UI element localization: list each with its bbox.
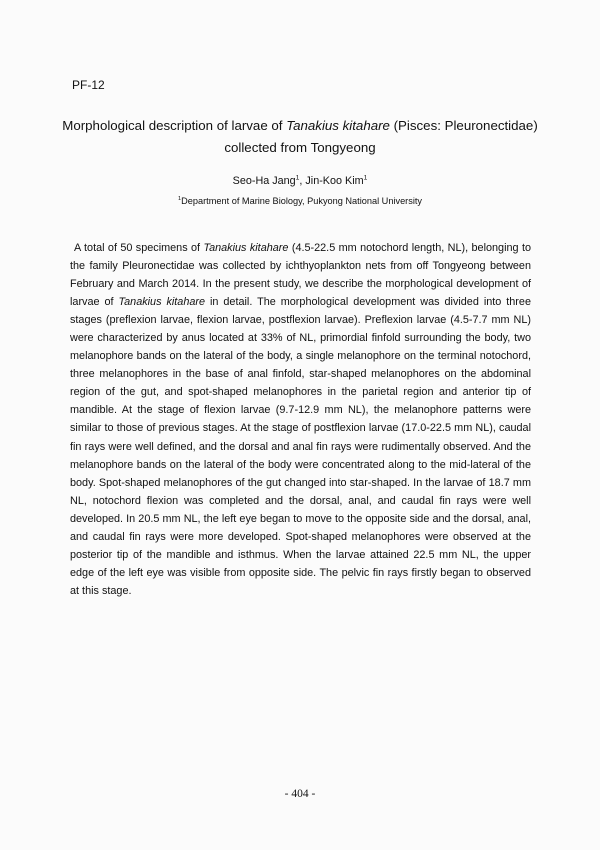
session-code: PF-12 (72, 78, 105, 92)
title-text-end: (Pisces: Pleuronectidae) (389, 118, 538, 133)
species-name: Tanakius kitahare (118, 296, 206, 309)
abstract-text: in detail. The morphological development was divided into three stages (preflexion larvae, flexion larvae, postflexion larvae). Preflexion larvae (4.5-7.7 mm NL) were characterized by anus located at 33% of NL, primordial finfold surrounding the body, two melanophore bands on the lateral of the body, a single melanophore on the terminal notochord, three melanophores in the base of anal finfold, star-shaped melanophores on the abdominal region of the gut, and spot-shaped melanophores in the parietal region and anterior tip of mandible. At the stage of flexion larvae (9.7-12.9 mm NL), the melanophore patterns were similar to those of previous stages. At the stage of postflexion larvae (17.0-22.5 mm NL), caudal fin rays were well defined, and the dorsal and anal fin rays were rudimentally observed. And the melanophore bands on the lateral of the body were concentrated along to the mid-lateral of the body. Spot-shaped melanophores of the gut changed into star-shaped. In the larvae of 18.7 mm NL, notochord flexion was completed and the dorsal, anal, and caudal fin rays were well developed. In 20.5 mm NL, the left eye began to move to the opposite side and the dorsal, anal, and caudal fin rays were more developed. Spot-shaped melanophores were observed at the posterior tip of the mandible and isthmus. When the larvae attained 22.5 mm NL, the upper edge of the left eye was visible from opposite side. The pelvic fin rays firstly began to observed at this stage. (70, 296, 531, 597)
title-line2: collected from Tongyeong (224, 140, 376, 155)
abstract-body (70, 239, 531, 600)
affil-text: Department of Marine Biology, Pukyong National University (181, 196, 423, 206)
paper-title (40, 115, 560, 159)
species-name: Tanakius kitahare (203, 242, 289, 254)
author-affil-mark: 1 (295, 174, 300, 182)
author-separator: , (299, 175, 306, 187)
affil-number: 1 (177, 195, 182, 202)
affiliation (40, 196, 560, 206)
author-list (40, 175, 560, 187)
title-text: Morphological description of larvae of (62, 118, 287, 133)
abstract-text: (4.5-22.5 mm notochord length, NL), belonging to the family Pleuronectidae was collected by ichthyoplankton nets from off Tongyeong between February and March 2014. In the present study, we describe the morphological development of larvae of (70, 242, 531, 309)
author-affil-mark: 1 (363, 174, 368, 182)
title-species: Tanakius kitahare (286, 118, 390, 133)
author-name: Jin-Koo Kim (305, 175, 364, 187)
page-number: - 404 - (284, 788, 316, 800)
abstract-text: A total of 50 specimens of (74, 242, 204, 254)
author-name: Seo-Ha Jang (232, 175, 296, 187)
